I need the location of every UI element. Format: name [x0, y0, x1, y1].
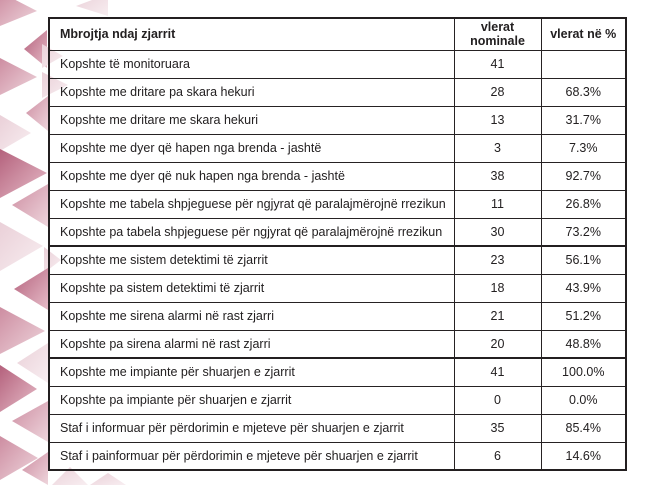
- cell-label: Kopshte me dritare me skara hekuri: [49, 106, 454, 134]
- table-row: [49, 302, 626, 330]
- cell-nominal: 0: [454, 386, 541, 414]
- fire-protection-table: [48, 17, 627, 471]
- cell-label: Kopshte me impiante për shuarjen e zjarrit: [49, 358, 454, 386]
- header-category: Mbrojtja ndaj zjarrit: [49, 18, 454, 50]
- cell-nominal: 11: [454, 190, 541, 218]
- table-row: [49, 358, 626, 386]
- cell-label: Staf i painformuar për përdorimin e mjeteve për shuarjen e zjarrit: [49, 442, 454, 470]
- cell-nominal: 38: [454, 162, 541, 190]
- cell-label: Kopshte me dritare pa skara hekuri: [49, 78, 454, 106]
- cell-percent: 48.8%: [541, 330, 626, 358]
- table-row: [49, 162, 626, 190]
- cell-nominal: 28: [454, 78, 541, 106]
- cell-nominal: 30: [454, 218, 541, 246]
- cell-percent: 7.3%: [541, 134, 626, 162]
- cell-percent: 51.2%: [541, 302, 626, 330]
- cell-percent: 100.0%: [541, 358, 626, 386]
- header-percent-values: vlerat në %: [541, 18, 626, 50]
- cell-label: Kopshte pa sirena alarmi në rast zjarri: [49, 330, 454, 358]
- cell-percent: 31.7%: [541, 106, 626, 134]
- fire-protection-table-container: [48, 17, 627, 471]
- cell-label: Kopshte me sistem detektimi të zjarrit: [49, 246, 454, 274]
- cell-percent: 68.3%: [541, 78, 626, 106]
- cell-nominal: 21: [454, 302, 541, 330]
- table-row: [49, 190, 626, 218]
- cell-percent: [541, 50, 626, 78]
- cell-label: Kopshte pa sistem detektimi të zjarrit: [49, 274, 454, 302]
- cell-nominal: 41: [454, 358, 541, 386]
- cell-label: Kopshte me dyer që nuk hapen nga brenda - jashtë: [49, 162, 454, 190]
- cell-nominal: 23: [454, 246, 541, 274]
- cell-label: Kopshte me dyer që hapen nga brenda - jashtë: [49, 134, 454, 162]
- table-row: [49, 414, 626, 442]
- table-header: [49, 18, 626, 50]
- cell-percent: 92.7%: [541, 162, 626, 190]
- cell-label: Kopshte me tabela shpjeguese për ngjyrat që paralajmërojnë rrezikun: [49, 190, 454, 218]
- cell-percent: 0.0%: [541, 386, 626, 414]
- cell-percent: 85.4%: [541, 414, 626, 442]
- table-row: [49, 386, 626, 414]
- cell-percent: 26.8%: [541, 190, 626, 218]
- table-row: [49, 274, 626, 302]
- table-row: [49, 78, 626, 106]
- cell-nominal: 13: [454, 106, 541, 134]
- table-row: [49, 246, 626, 274]
- cell-percent: 14.6%: [541, 442, 626, 470]
- cell-nominal: 41: [454, 50, 541, 78]
- cell-label: Kopshte të monitoruara: [49, 50, 454, 78]
- cell-percent: 43.9%: [541, 274, 626, 302]
- table-row: [49, 50, 626, 78]
- table-body: [49, 50, 626, 470]
- table-row: [49, 442, 626, 470]
- cell-nominal: 6: [454, 442, 541, 470]
- cell-percent: 56.1%: [541, 246, 626, 274]
- cell-label: Staf i informuar për përdorimin e mjeteve për shuarjen e zjarrit: [49, 414, 454, 442]
- table-row: [49, 134, 626, 162]
- cell-nominal: 18: [454, 274, 541, 302]
- cell-label: Kopshte me sirena alarmi në rast zjarri: [49, 302, 454, 330]
- cell-nominal: 20: [454, 330, 541, 358]
- cell-label: Kopshte pa tabela shpjeguese për ngjyrat që paralajmërojnë rrezikun: [49, 218, 454, 246]
- table-row: [49, 330, 626, 358]
- cell-label: Kopshte pa impiante për shuarjen e zjarrit: [49, 386, 454, 414]
- table-row: [49, 218, 626, 246]
- table-row: [49, 106, 626, 134]
- header-nominal-values: vlerat nominale: [454, 18, 541, 50]
- cell-nominal: 35: [454, 414, 541, 442]
- header-row: [49, 18, 626, 50]
- cell-percent: 73.2%: [541, 218, 626, 246]
- cell-nominal: 3: [454, 134, 541, 162]
